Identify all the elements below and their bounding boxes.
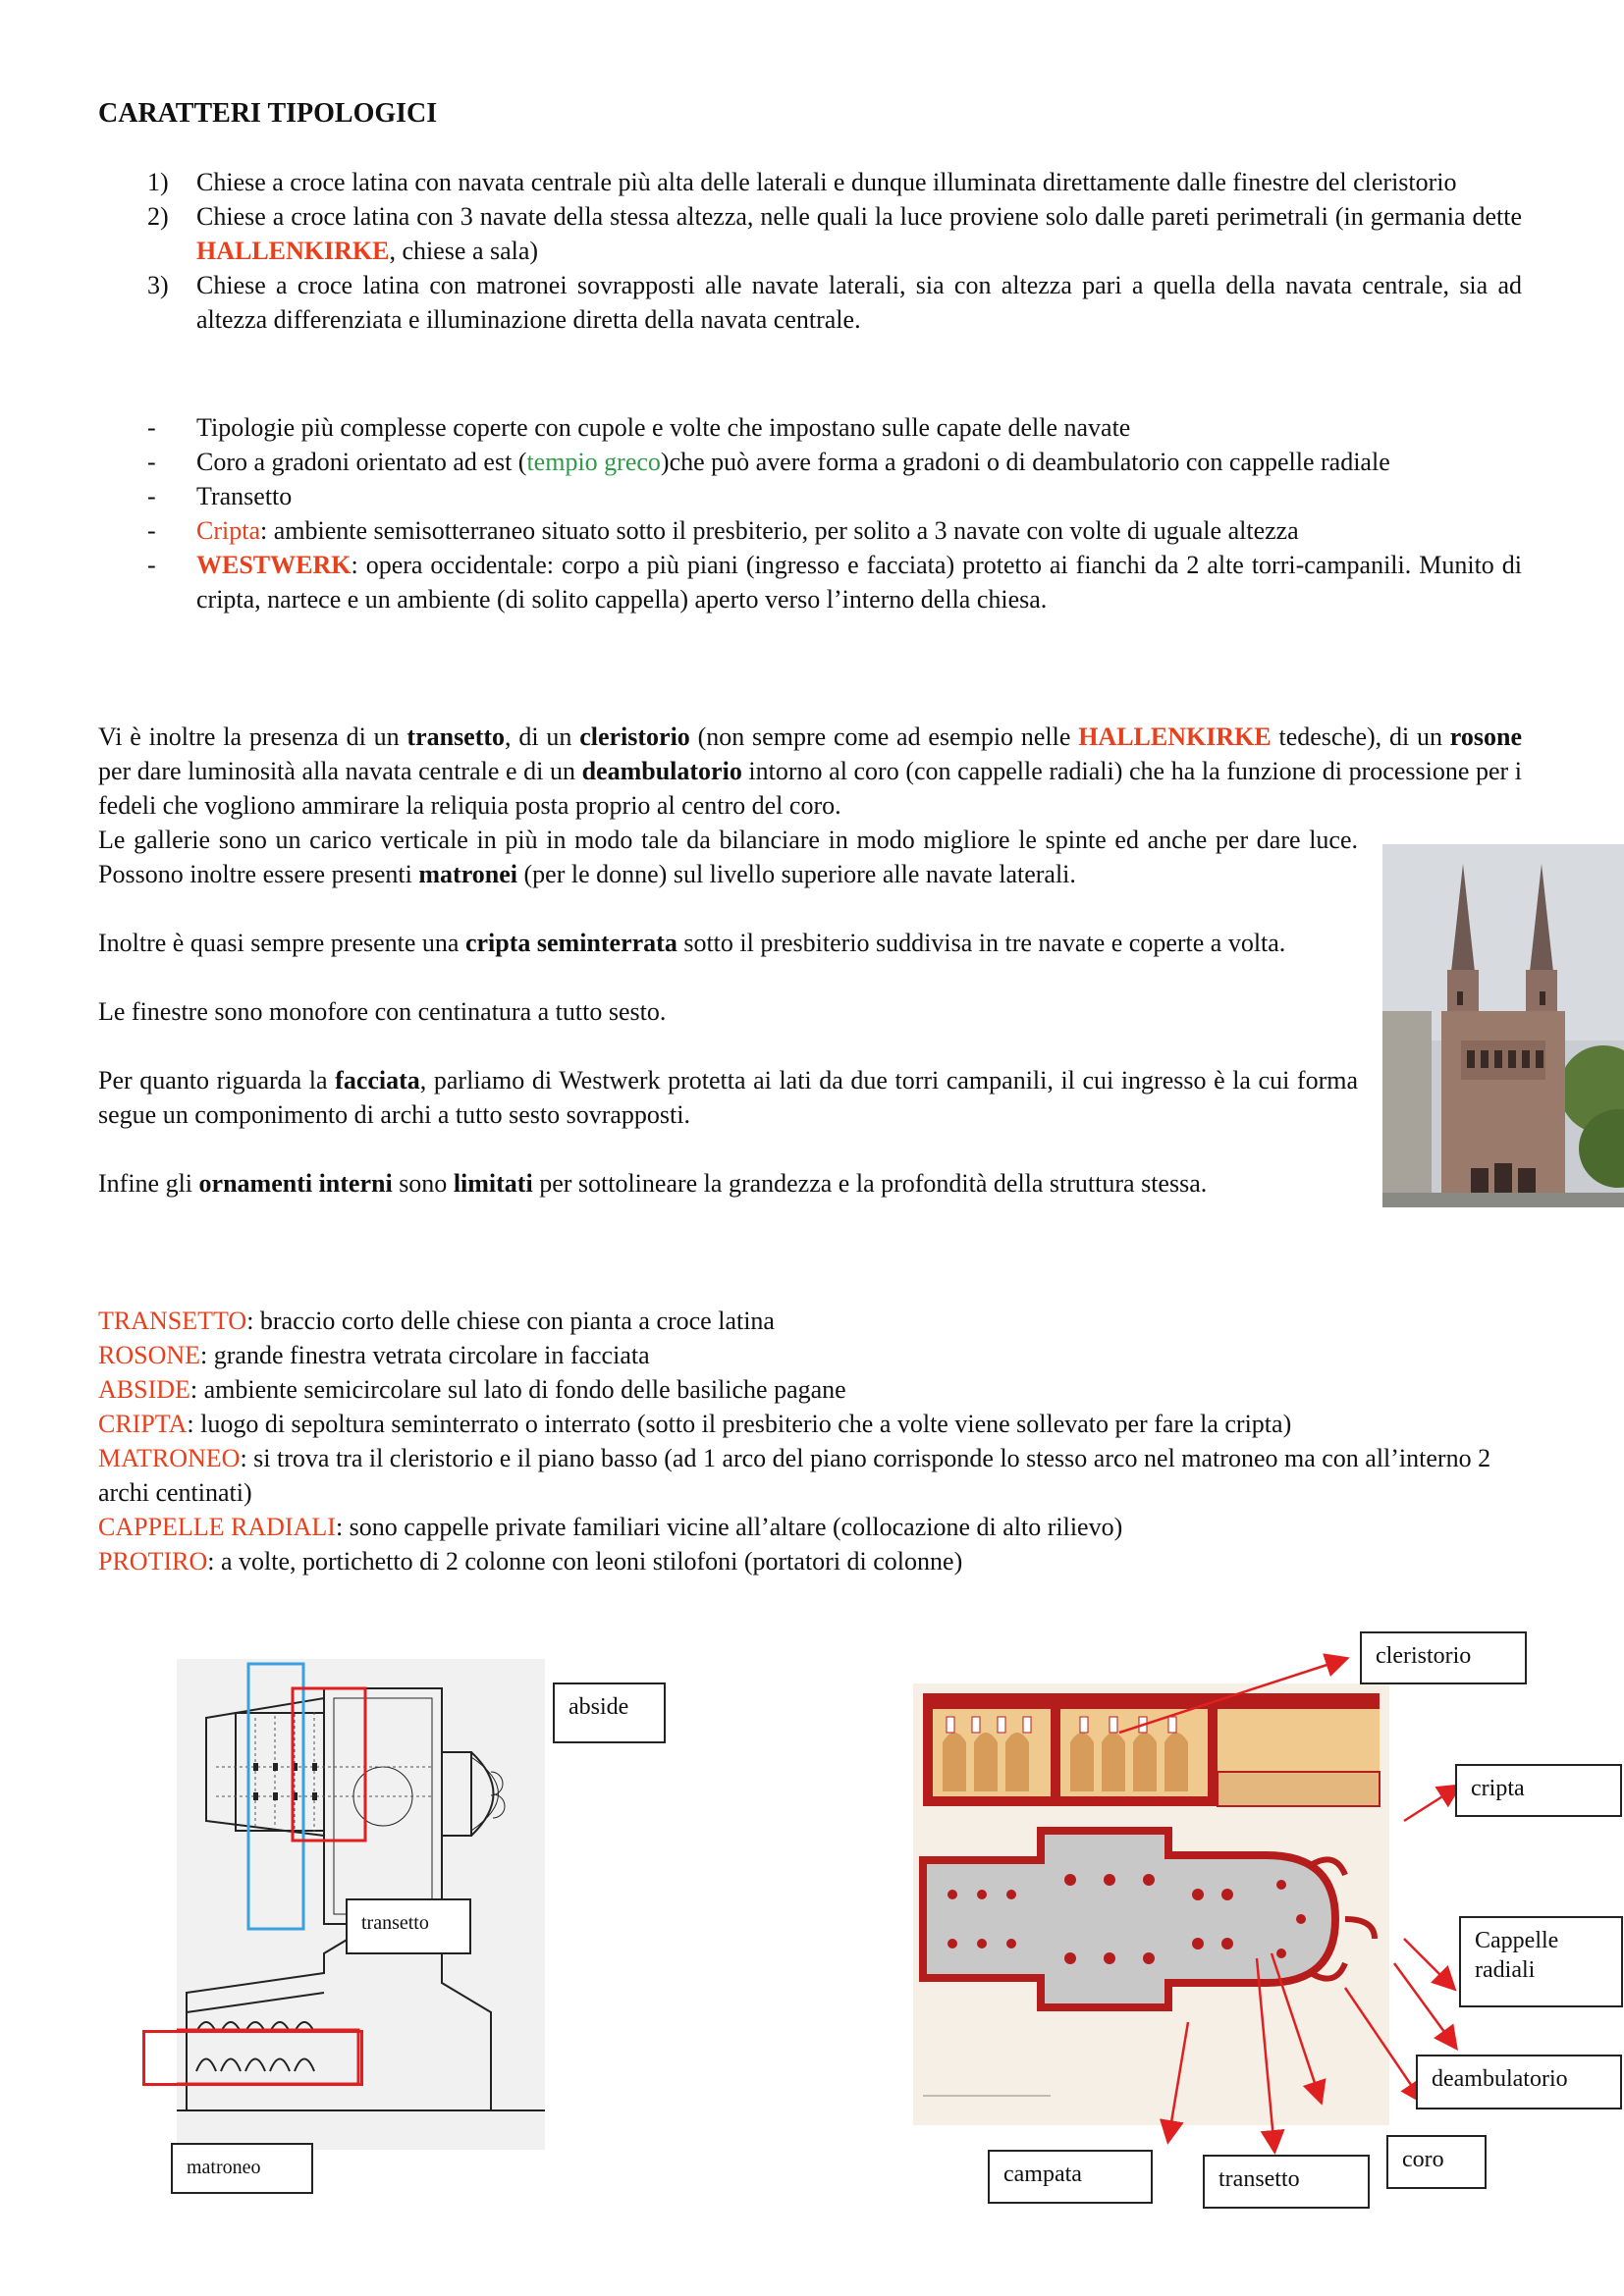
coro-label: coro — [1386, 2135, 1487, 2189]
paragraph-ornaments — [98, 1166, 1358, 1201]
westwerk-photo — [1382, 844, 1624, 1207]
bold-term: deambulatorio — [581, 757, 742, 785]
paragraph-galleries — [98, 823, 1358, 891]
glossary-term: CRIPTA — [98, 1410, 188, 1438]
bold-term: cripta seminterrata — [464, 929, 677, 957]
glossary-term: TRANSETTO — [98, 1307, 247, 1335]
paragraph-crypt — [98, 926, 1358, 960]
transetto-label-left: transetto — [346, 1898, 471, 1954]
text-run: Coro a gradoni orientato ad est ( — [196, 448, 527, 476]
bold-term: cleristorio — [579, 722, 690, 751]
list-item — [147, 165, 1522, 199]
text-run: Inoltre è quasi sempre presente una — [98, 929, 465, 957]
glossary-definition: : si trova tra il cleristorio e il piano basso (ad 1 arco del piano corrisponde lo stesso arco nel matroneo ma con all’interno 2 archi centinati) — [98, 1444, 1491, 1507]
glossary-term: MATRONEO — [98, 1444, 241, 1472]
bullet-list — [147, 410, 1522, 616]
glossary-item — [98, 1510, 1532, 1544]
bold-term: ornamenti interni — [198, 1169, 393, 1198]
cappelle-label-line1: Cappelle — [1475, 1928, 1559, 1953]
list-number: 2) — [147, 202, 169, 231]
text-run: sono — [392, 1169, 454, 1198]
glossary-item — [98, 1304, 1532, 1338]
text-run: Infine gli — [98, 1169, 199, 1198]
list-text — [196, 548, 1522, 616]
paragraph-intro — [98, 720, 1522, 823]
list-item: - Transetto — [147, 479, 1522, 513]
glossary-definition: : a volte, portichetto di 2 colonne con leoni stilofoni (portatori di colonne) — [207, 1547, 963, 1575]
glossary-term: CAPPELLE RADIALI — [98, 1513, 336, 1541]
bold-term: rosone — [1449, 722, 1522, 751]
highlight-term: HALLENKIRKE — [1078, 722, 1272, 751]
cripta-label: cripta — [1455, 1764, 1622, 1817]
numbered-list — [147, 165, 1522, 337]
list-item: - Tipologie più complesse coperte con cupole e volte che impostano sulle capate delle navate — [147, 410, 1522, 445]
text-run: , di un — [505, 722, 580, 751]
text-run: per dare luminosità alla navata centrale e di un — [98, 757, 582, 785]
transetto-label-right: transetto — [1203, 2155, 1370, 2209]
page-title: CARATTERI TIPOLOGICI — [98, 98, 438, 129]
text-run: (non sempre come ad esempio nelle — [689, 722, 1079, 751]
list-number: 3) — [147, 271, 169, 299]
text-run: Le gallerie sono un carico verticale in più in modo tale da bilanciare in modo migliore le spinte ed anche per dare luce. Possono inoltre essere presenti — [98, 826, 1358, 888]
glossary-definition: : braccio corto delle chiese con pianta a croce latina — [246, 1307, 775, 1335]
paragraph-windows: Le finestre sono monofore con centinatura a tutto sesto. — [98, 997, 667, 1026]
bold-term: transetto — [406, 722, 506, 751]
glossary — [98, 1304, 1532, 1578]
glossary-item — [98, 1407, 1532, 1441]
deambulatorio-label: deambulatorio — [1416, 2055, 1622, 2109]
cappelle-radiali-label — [1459, 1916, 1623, 2007]
text-run: Per quanto riguarda la — [98, 1066, 336, 1095]
highlight-term: Cripta — [196, 516, 260, 545]
highlight-term: HALLENKIRKE — [196, 237, 390, 265]
text-run: , parliamo di Westwerk protetta ai lati da due torri campanili, il cui ingresso è la cui forma segue un componimento di archi a tutto sesto sovrapposti. — [98, 1066, 1358, 1129]
glossary-item — [98, 1544, 1532, 1578]
paragraph-facade — [98, 1063, 1358, 1132]
list-text — [196, 513, 1522, 548]
glossary-term: ROSONE — [98, 1341, 201, 1369]
list-item: - WESTWERK: opera occidentale: corpo a più piani (ingresso e facciata) protetto ai fianchi da 2 alte torri-campanili. Munito di cripta, nartece e un ambiente (di solito cappella) aperto verso l’interno della chiesa. — [147, 548, 1522, 616]
glossary-term: ABSIDE — [98, 1375, 190, 1404]
text-run: (per le donne) sul livello superiore alle navate laterali. — [517, 860, 1076, 888]
cappelle-label-line2: radiali — [1475, 1957, 1536, 1983]
bold-term: facciata — [335, 1066, 420, 1095]
list-number: 1) — [147, 168, 169, 196]
text-run: Chiese a croce latina con 3 navate della stessa altezza, nelle quali la luce proviene solo dalle pareti perimetrali (in germania dette — [196, 202, 1522, 231]
highlight-term: tempio greco — [526, 448, 661, 476]
text-run: Vi è inoltre la presenza di un — [98, 722, 407, 751]
glossary-definition: : sono cappelle private familiari vicine all’altare (collocazione di alto rilievo) — [335, 1513, 1123, 1541]
list-text — [196, 445, 1522, 479]
text-run: , chiese a sala) — [389, 237, 539, 265]
list-text: Transetto — [196, 482, 293, 510]
text-run: tedesche), di un — [1271, 722, 1450, 751]
list-item: - Coro a gradoni orientato ad est (tempio greco)che può avere forma a gradoni o di deambulatorio con cappelle radiale — [147, 445, 1522, 479]
list-item — [147, 199, 1522, 268]
bold-term: matronei — [418, 860, 518, 888]
glossary-definition: : luogo di sepoltura seminterrato o interrato (sotto il presbiterio che a volte viene sollevato per fare la cripta) — [187, 1410, 1292, 1438]
text-run: per sottolineare la grandezza e la profondità della struttura stessa. — [532, 1169, 1208, 1198]
list-text: Tipologie più complesse coperte con cupole e volte che impostano sulle capate delle navate — [196, 413, 1131, 442]
glossary-definition: : grande finestra vetrata circolare in facciata — [200, 1341, 650, 1369]
highlight-term: WESTWERK — [196, 551, 352, 579]
text-run: : opera occidentale: corpo a più piani (ingresso e facciata) protetto ai fianchi da 2 alte torri-campanili. Munito di cripta, nartece e un ambiente (di solito cappella) aperto verso l’interno della chiesa. — [196, 551, 1522, 614]
glossary-item — [98, 1372, 1532, 1407]
glossary-item — [98, 1338, 1532, 1372]
abside-label: abside — [553, 1682, 666, 1743]
list-text: Chiese a croce latina con navata centrale più alta delle laterali e dunque illuminata direttamente dalle finestre del cleristorio — [196, 168, 1457, 196]
text-run: sotto il presbiterio suddivisa in tre navate e coperte a volta. — [677, 929, 1286, 957]
campata-label: campata — [988, 2150, 1153, 2204]
list-text: Chiese a croce latina con matronei sovrapposti alle navate laterali, sia con altezza pari a quella della navata centrale, sia ad altezza differenziata e illuminazione diretta della navata centrale. — [196, 271, 1522, 334]
matroneo-highlight-frame — [142, 2030, 363, 2086]
glossary-term: PROTIRO — [98, 1547, 208, 1575]
bold-term: limitati — [453, 1169, 533, 1198]
text-run: : ambiente semisotterraneo situato sotto il presbiterio, per solito a 3 navate con volte di uguale altezza — [260, 516, 1299, 545]
list-item: - Cripta: ambiente semisotterraneo situato sotto il presbiterio, per solito a 3 navate con volte di uguale altezza — [147, 513, 1522, 548]
cleristorio-label: cleristorio — [1360, 1631, 1527, 1684]
text-run: intorno al coro (con cappelle radiali) che ha la funzione di processione per i fedeli che vogliono ammirare la reliquia posta proprio al centro del coro. — [98, 757, 1523, 820]
list-item — [147, 268, 1522, 337]
glossary-definition: : ambiente semicircolare sul lato di fondo delle basiliche pagane — [189, 1375, 846, 1404]
glossary-item — [98, 1441, 1532, 1510]
text-run: )che può avere forma a gradoni o di deambulatorio con cappelle radiale — [660, 448, 1390, 476]
matroneo-label: matroneo — [171, 2143, 313, 2194]
list-text — [196, 199, 1522, 268]
